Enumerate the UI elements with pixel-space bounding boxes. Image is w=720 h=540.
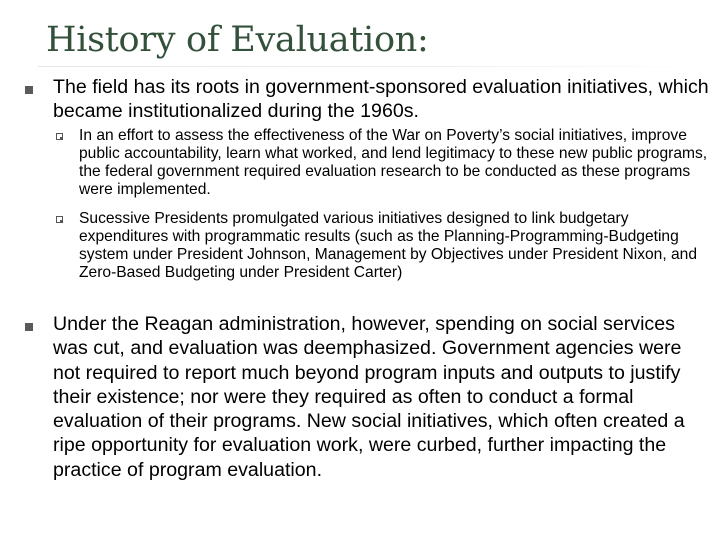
- hollow-square-bullet-icon: [56, 133, 63, 140]
- title-divider: [38, 66, 720, 67]
- square-bullet-icon: [25, 323, 33, 331]
- sub-bullet-1-text: In an effort to assess the effectiveness of the War on Poverty’s social initiatives, improve public accountability, learn what worked, and lend legitimacy to these new public programs, the federal government required evaluation research to be conducted as these programs were implemented.: [79, 127, 708, 198]
- bullet-1-text: The field has its roots in government-sponsored evaluation initiatives, which became institutionalized during the 1960s.: [53, 76, 709, 122]
- square-bullet-icon: [25, 86, 33, 94]
- bullet-2-text: Under the Reagan administration, however, spending on social services was cut, and evaluation was deemphasized. Government agencies were not required to report much beyond program inputs and outputs to justify their existence; nor were they required as often to conduct a formal evaluation of their programs. New social initiatives, which often created a ripe opportunity for evaluation work, were curbed, further impacting the practice of program evaluation.: [53, 313, 685, 481]
- sub-bullet-2-text: Sucessive Presidents promulgated various initiatives designed to link budgetary expenditures with programmatic results (such as the Planning-Programming-Budgeting system under President Johnson, Management by Objectives under President Nixon, and Zero-Based Budgeting under President Carter): [79, 210, 698, 281]
- slide-title: History of Evaluation:: [46, 20, 429, 60]
- hollow-square-bullet-icon: [56, 216, 63, 223]
